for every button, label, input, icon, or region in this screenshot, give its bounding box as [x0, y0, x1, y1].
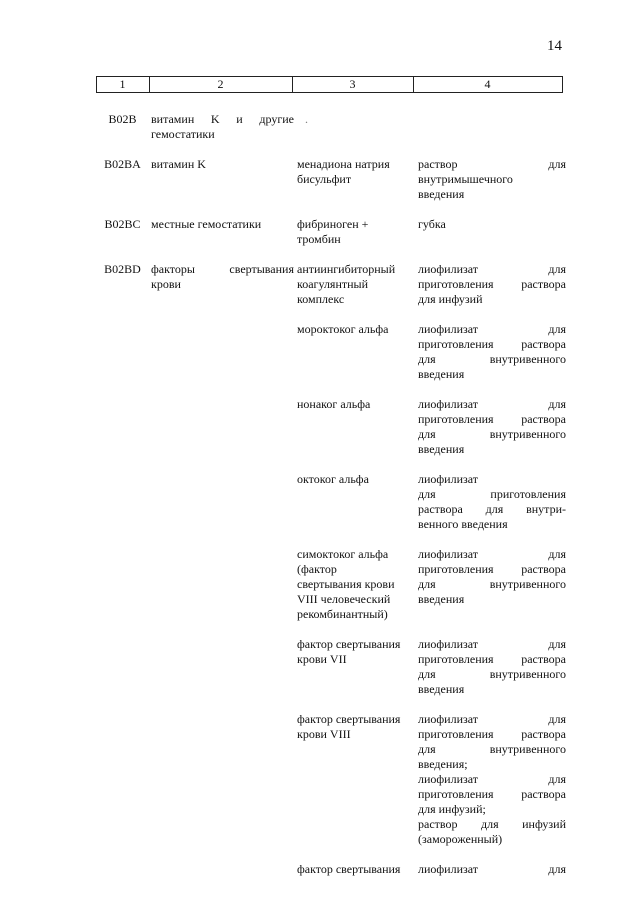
dosage-form: лиофилизат для приготовления раствора для внутривенного введения [418, 322, 566, 381]
stray-mark: . [305, 112, 308, 126]
table-header [96, 76, 562, 93]
table-row [96, 262, 566, 307]
table-row [96, 547, 566, 622]
table-body [96, 112, 566, 892]
anatomical-group: местные гемостатики [151, 217, 262, 231]
anatomical-group [149, 637, 294, 697]
atc-code [96, 322, 149, 382]
drug-name: октоког альфа [297, 472, 369, 486]
anatomical-group: витамин K [151, 157, 206, 171]
drug-name: фибриноген + тромбин [297, 217, 369, 246]
atc-code: B02BD [104, 262, 141, 276]
anatomical-group [149, 322, 294, 382]
table-row [96, 637, 566, 697]
drug-name: симоктоког альфа (фактор свертывания крови VIII человеческий рекомбинантный) [297, 547, 395, 621]
atc-code [96, 862, 149, 877]
atc-code: B02BA [104, 157, 141, 171]
drug-name [294, 112, 418, 142]
anatomical-group: факторы свертывания крови [151, 262, 294, 291]
anatomical-group [149, 712, 294, 847]
dosage-form: лиофилизат для приготовления раствора для инфузий [418, 262, 566, 306]
atc-code [96, 397, 149, 457]
page-number: 14 [547, 38, 562, 54]
dosage-form: лиофилизат для [418, 862, 566, 876]
dosage-form: лиофилизат для приготовления раствора для внутри- венного введения [418, 472, 566, 531]
dosage-form: губка [418, 217, 446, 231]
drug-name: антиингибиторный коагулянтный комплекс [297, 262, 396, 306]
atc-code: B02B [108, 112, 137, 126]
drug-name: фактор свертывания [297, 862, 401, 876]
table-row [96, 157, 566, 202]
dosage-form: лиофилизат для приготовления раствора для внутривенного введения; лиофилизат для приготовления раствора для инфузий; раствор для инфузий (замороженный) [418, 712, 566, 846]
header-col-1: 1 [119, 77, 126, 91]
anatomical-group [149, 862, 294, 877]
drug-name: менадиона натрия бисульфит [297, 157, 390, 186]
dosage-form: раствор для внутримышечного введения [418, 157, 566, 201]
table-row [96, 712, 566, 847]
anatomical-group [149, 472, 294, 532]
header-col-2: 2 [217, 77, 224, 91]
dosage-form: лиофилизат для приготовления раствора для внутривенного введения [418, 547, 566, 606]
dosage-form [418, 112, 566, 142]
table-row [96, 397, 566, 457]
atc-code [96, 472, 149, 532]
header-col-3: 3 [349, 77, 356, 91]
atc-code [96, 712, 149, 847]
drug-name: фактор свертывания крови VII [297, 637, 401, 666]
anatomical-group: витамин K и другие гемостатики [151, 112, 294, 141]
header-col-4: 4 [484, 77, 491, 91]
anatomical-group [149, 547, 294, 622]
drug-name: нонаког альфа [297, 397, 371, 411]
anatomical-group [149, 397, 294, 457]
atc-code [96, 547, 149, 622]
table-row [96, 322, 566, 382]
table-row [96, 472, 566, 532]
dosage-form: лиофилизат для приготовления раствора для внутривенного введения [418, 397, 566, 456]
atc-code [96, 637, 149, 697]
table-row [96, 217, 566, 247]
table-row [96, 112, 566, 142]
atc-code: B02BC [104, 217, 141, 231]
drug-name: мороктоког альфа [297, 322, 389, 336]
dosage-form: лиофилизат для приготовления раствора для внутривенного введения [418, 637, 566, 696]
table-row [96, 862, 566, 877]
drug-name: фактор свертывания крови VIII [297, 712, 401, 741]
